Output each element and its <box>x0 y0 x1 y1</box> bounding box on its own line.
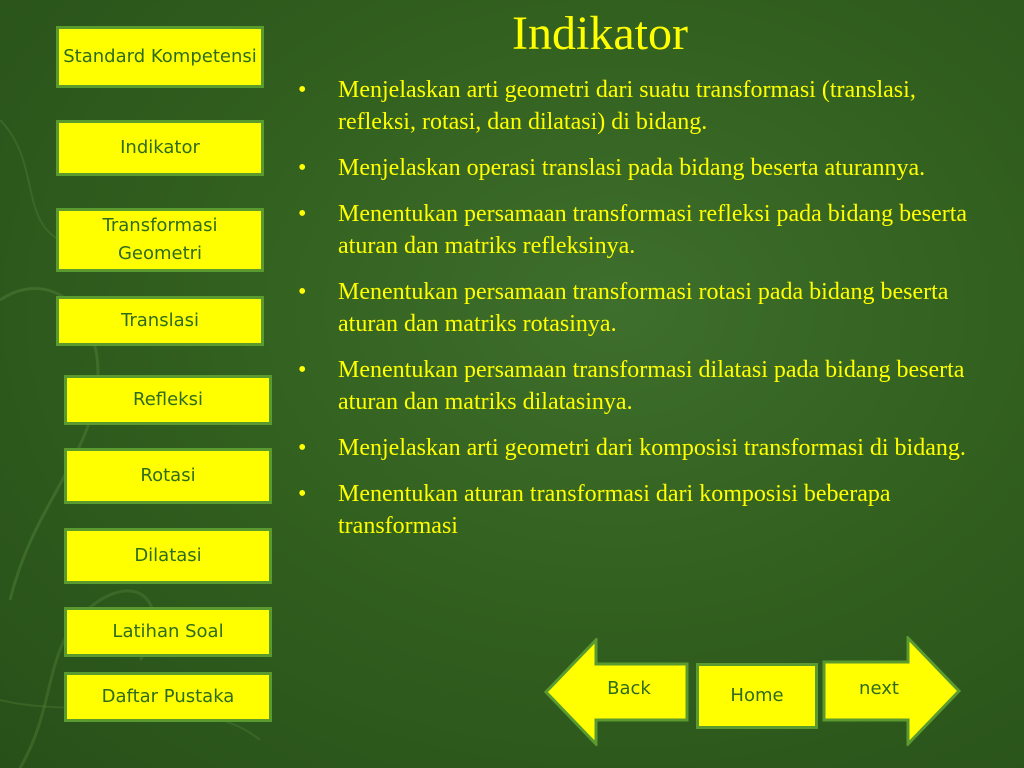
list-item <box>296 432 976 464</box>
bullet-icon: • <box>298 481 307 507</box>
sidebar-item-indikator[interactable] <box>56 120 264 176</box>
list-item-text: Menjelaskan operasi translasi pada bidang beserta aturannya. <box>338 155 926 181</box>
sidebar-item-standard-kompetensi[interactable] <box>56 26 264 88</box>
sidebar-item-label: Latihan Soal <box>112 621 224 642</box>
bullet-icon: • <box>298 435 307 461</box>
list-item <box>296 74 976 138</box>
next-label: next <box>859 678 899 699</box>
sidebar-item-translasi[interactable] <box>56 296 264 346</box>
bullet-icon: • <box>298 155 307 181</box>
list-item-text: Menentukan persamaan transformasi dilatasi pada bidang beserta aturan dan matriks dilatasinya. <box>338 357 965 415</box>
back-button[interactable] <box>544 638 690 746</box>
sidebar-item-transformasi-geometri[interactable] <box>56 208 264 272</box>
back-label: Back <box>607 678 651 699</box>
sidebar-item-dilatasi[interactable] <box>64 528 272 584</box>
list-item-text: Menjelaskan arti geometri dari suatu transformasi (translasi, refleksi, rotasi, dan dilatasi) di bidang. <box>338 77 916 135</box>
sidebar-item-daftar-pustaka[interactable] <box>64 672 272 722</box>
sidebar-item-refleksi[interactable] <box>64 375 272 425</box>
sidebar-item-label: Translasi <box>121 310 199 331</box>
sidebar-item-label: Rotasi <box>140 465 196 486</box>
list-item-text: Menentukan persamaan transformasi rotasi pada bidang beserta aturan dan matriks rotasinya. <box>338 279 949 337</box>
list-item <box>296 354 976 418</box>
sidebar-item-latihan-soal[interactable] <box>64 607 272 657</box>
indicator-list <box>296 74 976 556</box>
sidebar-item-label: Dilatasi <box>134 545 202 566</box>
sidebar-item-rotasi[interactable] <box>64 448 272 504</box>
sidebar-item-label: Transformasi Geometri <box>102 215 218 264</box>
sidebar-item-label: Indikator <box>120 137 200 158</box>
sidebar-item-label: Daftar Pustaka <box>101 686 235 707</box>
bullet-icon: • <box>298 201 307 227</box>
home-label: Home <box>730 685 784 706</box>
next-button[interactable] <box>822 636 962 746</box>
list-item <box>296 198 976 262</box>
list-item <box>296 152 976 184</box>
bullet-icon: • <box>298 279 307 305</box>
bullet-icon: • <box>298 357 307 383</box>
sidebar-item-label: Refleksi <box>133 389 203 410</box>
list-item <box>296 478 976 542</box>
sidebar-item-label: Standard Kompetensi <box>63 46 257 67</box>
list-item <box>296 276 976 340</box>
list-item-text: Menentukan persamaan transformasi refleksi pada bidang beserta aturan dan matriks refleksinya. <box>338 201 968 259</box>
page-title: Indikator <box>512 7 688 60</box>
list-item-text: Menjelaskan arti geometri dari komposisi transformasi di bidang. <box>338 435 966 461</box>
bullet-icon: • <box>298 77 307 103</box>
home-button[interactable] <box>696 663 818 729</box>
list-item-text: Menentukan aturan transformasi dari komposisi beberapa transformasi <box>338 481 891 539</box>
